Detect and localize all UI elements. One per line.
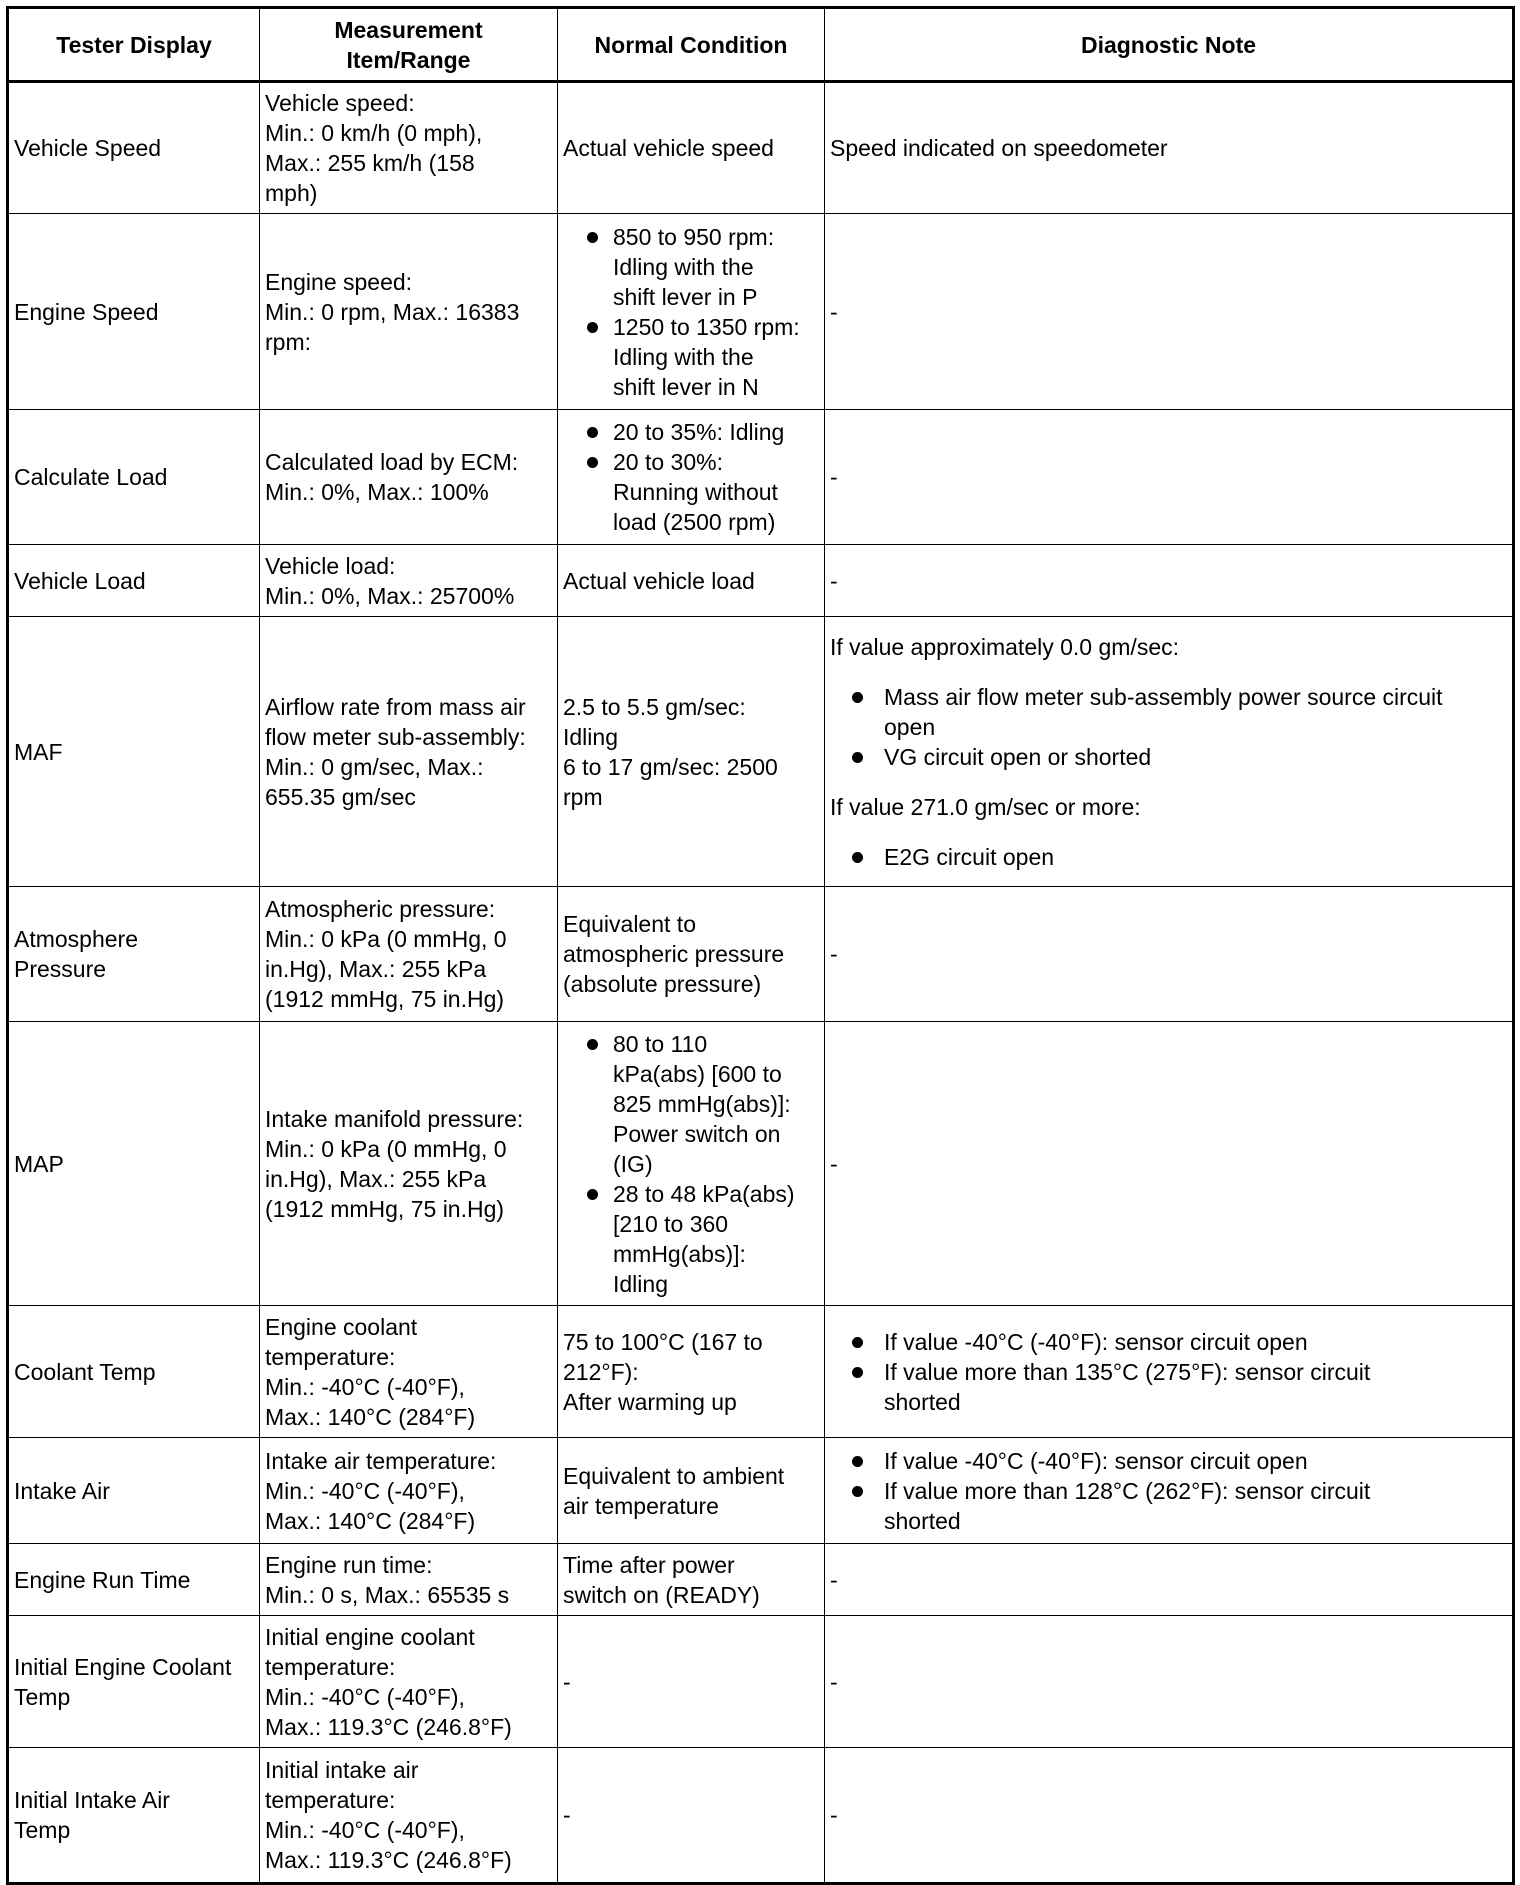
measurement-text: 655.35 gm/sec [265,783,416,810]
measurement-text: Min.: 0 s, Max.: 65535 s [265,1581,510,1608]
cell-diagnostic-note [825,617,1514,887]
tester-display-text: Pressure [14,956,107,982]
normal-condition-text: rpm [563,783,603,810]
cell-tester-display [8,1022,260,1306]
header-tester-display: Tester Display [8,8,260,82]
diagnostic-note-text: - [830,1668,838,1695]
cell-diagnostic-note [825,1306,1514,1438]
cell-normal-condition [558,82,825,214]
cell-normal-condition [558,214,825,410]
diagnostic-note-lead: If value approximately 0.0 gm/sec: [830,633,1179,660]
table-row [8,214,1514,410]
bullet-text: (IG) [613,1150,653,1177]
measurement-text: Engine run time: [265,1551,433,1578]
diagnostic-note-text: - [830,1566,838,1593]
measurement-text: Min.: -40°C (-40°F), [265,1477,465,1504]
tester-display-text: MAP [14,1150,64,1177]
cell-diagnostic-note [825,545,1514,617]
bullet-text: kPa(abs) [600 to [613,1060,782,1087]
cell-normal-condition [558,1022,825,1306]
cell-measurement-range [260,1438,558,1544]
measurement-text: Min.: -40°C (-40°F), [265,1817,465,1843]
measurement-text: Initial intake air [265,1757,419,1783]
cell-tester-display [8,214,260,410]
bullet-list [830,1446,1507,1536]
measurement-text: in.Hg), Max.: 255 kPa [265,956,487,982]
tester-display-text: Atmosphere [14,926,139,952]
normal-condition-text: Equivalent to ambient [563,1462,785,1489]
normal-condition-text: - [563,1802,571,1828]
cell-diagnostic-note [825,1438,1514,1544]
cell-tester-display [8,1748,260,1884]
bullet-item [830,1476,1507,1536]
cell-diagnostic-note [825,1544,1514,1616]
bullet-text: E2G circuit open [884,843,1055,870]
normal-condition-text: 75 to 100°C (167 to [563,1328,763,1355]
header-row [8,8,1514,82]
cell-diagnostic-note [825,410,1514,545]
tester-display-text: Initial Intake Air [14,1787,170,1813]
measurement-text: Initial engine coolant [265,1623,475,1650]
bullet-list [830,1327,1507,1417]
tester-display-text: MAF [14,738,63,765]
bullet-text: mmHg(abs)]: [613,1240,746,1267]
bullet-item [830,742,1507,772]
bullet-text: shift lever in P [613,283,758,310]
normal-condition-text: atmospheric pressure [563,941,785,967]
tester-display-text: Temp [14,1817,71,1843]
header-diagnostic-note: Diagnostic Note [825,8,1514,82]
cell-measurement-range [260,545,558,617]
bullet-item [563,447,819,537]
header-measurement-line: Item/Range [346,46,471,73]
measurement-text: (1912 mmHg, 75 in.Hg) [265,986,505,1012]
cell-measurement-range [260,1022,558,1306]
cell-diagnostic-note [825,1748,1514,1884]
measurement-text: Calculated load by ECM: [265,449,519,475]
tester-display-text: Vehicle Load [14,567,146,594]
bullet-text: If value more than 128°C (262°F): sensor circuit [884,1477,1371,1504]
bullet-item [563,222,819,312]
measurement-text: Max.: 119.3°C (246.8°F) [265,1713,512,1740]
bullet-text: Idling [613,1270,668,1297]
normal-condition-text: switch on (READY) [563,1581,760,1608]
measurement-text: Min.: 0 gm/sec, Max.: [265,753,484,780]
cell-tester-display [8,1438,260,1544]
measurement-text: Min.: 0 rpm, Max.: 16383 [265,298,520,325]
cell-tester-display [8,82,260,214]
measurement-text: temperature: [265,1787,396,1813]
bullet-text: 20 to 30%: [613,449,723,475]
bullet-list [830,682,1507,772]
bullet-list [563,417,819,537]
bullet-text: open [884,713,936,740]
bullet-text: 850 to 950 rpm: [613,223,775,250]
bullet-text: 80 to 110 [613,1030,708,1057]
bullet-text: VG circuit open or shorted [884,743,1152,770]
normal-condition-text: air temperature [563,1492,719,1519]
bullet-text: 1250 to 1350 rpm: [613,313,800,340]
measurement-text: Min.: 0 km/h (0 mph), [265,120,483,146]
measurement-text: mph) [265,180,318,206]
bullet-item [830,1446,1507,1476]
bullet-text: load (2500 rpm) [613,509,776,535]
normal-condition-text: Time after power [563,1551,735,1578]
diagnostic-note-text: - [830,464,838,490]
measurement-text: Min.: -40°C (-40°F), [265,1373,465,1400]
bullet-item [830,842,1507,872]
tester-display-text: Coolant Temp [14,1358,156,1385]
cell-diagnostic-note [825,82,1514,214]
bullet-list [830,842,1507,872]
measurement-text: Vehicle load: [265,552,396,579]
measurement-text: Atmospheric pressure: [265,896,496,922]
cell-tester-display [8,545,260,617]
bullet-item [563,1179,819,1299]
tester-display-text: Calculate Load [14,464,168,490]
diagnostic-note-text: - [830,941,838,967]
cell-tester-display [8,887,260,1022]
cell-measurement-range [260,617,558,887]
cell-tester-display [8,1616,260,1748]
measurement-text: Max.: 255 km/h (158 [265,150,475,176]
tester-display-text: Engine Speed [14,298,159,325]
cell-tester-display [8,1544,260,1616]
diagnostic-note-text: Speed indicated on speedometer [830,135,1168,161]
normal-condition-text: 212°F): [563,1358,639,1385]
table-row [8,1022,1514,1306]
cell-normal-condition [558,1616,825,1748]
normal-condition-text: Actual vehicle speed [563,135,774,161]
cell-normal-condition [558,410,825,545]
normal-condition-text: Actual vehicle load [563,567,755,594]
cell-measurement-range [260,410,558,545]
table-row [8,82,1514,214]
measurement-text: Min.: 0%, Max.: 100% [265,479,489,505]
measurement-text: Max.: 140°C (284°F) [265,1403,476,1430]
cell-tester-display [8,410,260,545]
cell-measurement-range [260,1616,558,1748]
bullet-item [563,417,819,447]
measurement-text: Intake air temperature: [265,1447,497,1474]
measurement-text: Engine coolant [265,1313,418,1340]
bullet-text: 20 to 35%: Idling [613,419,785,445]
table-row [8,1616,1514,1748]
tester-display-text: Intake Air [14,1477,110,1504]
bullet-text: shift lever in N [613,373,759,400]
bullet-text: Running without [613,479,778,505]
bullet-text: If value -40°C (-40°F): sensor circuit open [884,1447,1308,1474]
bullet-item [830,1357,1507,1417]
diagnostic-note-text: - [830,1150,838,1177]
cell-measurement-range [260,887,558,1022]
cell-normal-condition [558,545,825,617]
normal-condition-text: 6 to 17 gm/sec: 2500 [563,753,778,780]
measurement-text: Min.: 0%, Max.: 25700% [265,582,515,609]
bullet-item [563,1029,819,1179]
normal-condition-text: Equivalent to [563,911,696,937]
cell-normal-condition [558,1306,825,1438]
bullet-text: 825 mmHg(abs)]: [613,1090,791,1117]
measurement-text: temperature: [265,1653,396,1680]
measurement-text: rpm: [265,328,311,355]
measurement-text: temperature: [265,1343,396,1370]
header-measurement-item-range [260,8,558,82]
measurement-text: Airflow rate from mass air [265,693,526,720]
measurement-text: Vehicle speed: [265,90,415,116]
table-row [8,1438,1514,1544]
measurement-text: Max.: 119.3°C (246.8°F) [265,1847,512,1873]
data-list-table [6,6,1515,1885]
cell-diagnostic-note [825,214,1514,410]
header-normal-condition: Normal Condition [558,8,825,82]
diagnostic-note-lead: If value 271.0 gm/sec or more: [830,793,1141,820]
measurement-text: (1912 mmHg, 75 in.Hg) [265,1195,505,1222]
measurement-text: flow meter sub-assembly: [265,723,526,750]
normal-condition-text: After warming up [563,1388,737,1415]
measurement-text: Engine speed: [265,268,413,295]
cell-tester-display [8,617,260,887]
cell-measurement-range [260,82,558,214]
table-row [8,887,1514,1022]
bullet-text: If value more than 135°C (275°F): sensor circuit [884,1358,1371,1385]
diagnostic-note-text: - [830,298,838,325]
table-row [8,410,1514,545]
bullet-list [563,222,819,402]
bullet-text: Idling with the [613,343,754,370]
diagnostic-note-text: - [830,1802,838,1828]
cell-measurement-range [260,1544,558,1616]
normal-condition-text: - [563,1668,571,1695]
cell-measurement-range [260,1748,558,1884]
table-row [8,1748,1514,1884]
bullet-text: shorted [884,1507,961,1534]
measurement-text: Max.: 140°C (284°F) [265,1507,476,1534]
bullet-text: Mass air flow meter sub-assembly power source circuit [884,683,1443,710]
bullet-text: [210 to 360 [613,1210,729,1237]
tester-display-text: Engine Run Time [14,1566,191,1593]
normal-condition-text: 2.5 to 5.5 gm/sec: [563,693,746,720]
cell-normal-condition [558,1544,825,1616]
cell-normal-condition [558,887,825,1022]
tester-display-text: Temp [14,1683,71,1710]
table-row [8,617,1514,887]
bullet-text: shorted [884,1388,961,1415]
cell-diagnostic-note [825,887,1514,1022]
cell-tester-display [8,1306,260,1438]
measurement-text: Min.: -40°C (-40°F), [265,1683,465,1710]
header-measurement-line: Measurement [334,16,483,43]
cell-measurement-range [260,1306,558,1438]
normal-condition-text: Idling [563,723,618,750]
table-row [8,545,1514,617]
table-row [8,1544,1514,1616]
bullet-item [830,1327,1507,1357]
bullet-text: Idling with the [613,253,754,280]
tester-display-text: Initial Engine Coolant [14,1653,232,1680]
diagnostic-note-text: - [830,567,838,594]
cell-diagnostic-note [825,1022,1514,1306]
measurement-text: in.Hg), Max.: 255 kPa [265,1165,487,1192]
bullet-item [830,682,1507,742]
bullet-text: 28 to 48 kPa(abs) [613,1180,795,1207]
bullet-text: If value -40°C (-40°F): sensor circuit open [884,1328,1308,1355]
bullet-item [563,312,819,402]
cell-normal-condition [558,617,825,887]
measurement-text: Min.: 0 kPa (0 mmHg, 0 [265,926,507,952]
tester-display-text: Vehicle Speed [14,135,162,161]
cell-normal-condition [558,1748,825,1884]
cell-diagnostic-note [825,1616,1514,1748]
measurement-text: Min.: 0 kPa (0 mmHg, 0 [265,1135,507,1162]
table-row [8,1306,1514,1438]
cell-measurement-range [260,214,558,410]
bullet-list [563,1029,819,1299]
cell-normal-condition [558,1438,825,1544]
measurement-text: Intake manifold pressure: [265,1105,524,1132]
bullet-text: Power switch on [613,1120,781,1147]
normal-condition-text: (absolute pressure) [563,971,762,997]
